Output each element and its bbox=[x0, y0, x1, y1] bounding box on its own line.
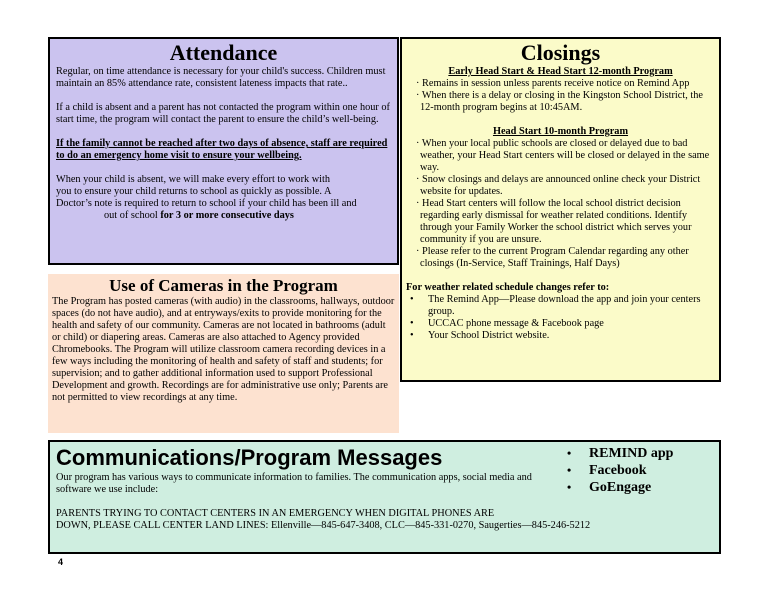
cameras-title: Use of Cameras in the Program bbox=[109, 276, 338, 295]
ten-month-heading: Head Start 10-month Program bbox=[492, 126, 629, 137]
cameras-body: The Program has posted cameras (with audio) in the classrooms, hallways, outdoor spaces (do not have audio), and at entryways/exits to provide monitoring for the health and safety of our community. Cameras are not located in bathrooms (adult or child) or diapering areas. Cameras are also attached to Agency provided Chromebooks. The Program will utilize classroom camera recording devices in a few ways including the monitoring of health and safety of staff and students; for supervision; and to gather additional information used to support Professional Development and growth. Recordings are for administrative use only; Parents are not permitted to view recordings at any time. bbox=[52, 296, 395, 403]
attendance-paragraph-1: Regular, on time attendance is necessary for your child's success. Children must maintain an 85% attendance rate, consistent lateness impacts that rate.. bbox=[56, 66, 386, 89]
early-item-remind: · Remains in session unless parents receive notice on Remind App bbox=[416, 78, 690, 89]
ten-item-public-schools: · When your local public schools are closed or delayed due to bad weather, your Head Start centers will be closed or delayed in the same way. bbox=[416, 138, 710, 173]
attendance-title: Attendance bbox=[169, 40, 278, 65]
app-facebook: • Facebook bbox=[567, 462, 673, 479]
early-item-kingston: · When there is a delay or closing in the Kingston School District, the 12-month program begins at 10:45AM. bbox=[416, 90, 703, 113]
weather-list bbox=[406, 294, 715, 342]
communications-intro: Our program has various ways to communicate information to families. The communication apps, social media and software we use include: bbox=[56, 472, 532, 495]
communications-title: Communications/Program Messages bbox=[56, 445, 443, 470]
ten-item-snow-closings: · Snow closings and delays are announced online check your District website for updates. bbox=[416, 174, 701, 197]
ten-item-early-dismissal: · Head Start centers will follow the local school district decision regarding early dismissal for weather related conditions. Identify through your Family Worker the school district which serves your community if you are unsure. bbox=[416, 198, 692, 245]
attendance-paragraph-4-line-3: Doctor’s note is required to return to school if your child has been ill and bbox=[56, 198, 357, 209]
emergency-contact-line-1: PARENTS TRYING TO CONTACT CENTERS IN AN EMERGENCY WHEN DIGITAL PHONES ARE bbox=[56, 508, 495, 519]
consecutive-days-text: for 3 or more consecutive days bbox=[160, 210, 294, 221]
weather-item-uccac: • UCCAC phone message & Facebook page bbox=[406, 318, 715, 330]
attendance-paragraph-2: If a child is absent and a parent has not contacted the program within one hour of start time, the program will contact the parent to ensure the child’s well-being. bbox=[56, 102, 390, 125]
cameras-section bbox=[48, 274, 399, 433]
app-goengage: • GoEngage bbox=[567, 479, 673, 496]
absence-text: out of school bbox=[104, 210, 161, 221]
attendance-paragraph-4-line-1: When your child is absent, we will make every effort to work with bbox=[56, 174, 331, 185]
weather-heading: For weather related schedule changes refer to: bbox=[406, 282, 610, 293]
attendance-paragraph-4-line-4 bbox=[56, 210, 391, 222]
weather-item-remind: • The Remind App—Please download the app and join your centers group. bbox=[406, 294, 715, 318]
page-number: 4 bbox=[58, 557, 64, 567]
emergency-contact-line-2: DOWN, PLEASE CALL CENTER LAND LINES: Ellenville—845-647-3408, CLC—845-331-0270, Saugerties—845-246-5212 bbox=[56, 520, 591, 531]
weather-item-district-website: • Your School District website. bbox=[406, 330, 715, 342]
closings-title: Closings bbox=[520, 40, 601, 65]
communications-section bbox=[48, 440, 721, 554]
communication-apps-list bbox=[567, 445, 673, 496]
closings-section bbox=[400, 37, 721, 382]
ten-item-calendar: · Please refer to the current Program Calendar regarding any other closings (In-Service, Staff Trainings, Half Days) bbox=[416, 246, 689, 269]
attendance-emergency-visit-note: If the family cannot be reached after two days of absence, staff are required to do an emergency home visit to ensure your wellbeing. bbox=[56, 138, 388, 161]
attendance-section bbox=[48, 37, 399, 265]
attendance-paragraph-4-line-2: you to ensure your child returns to school as quickly as possible. A bbox=[56, 186, 332, 197]
early-head-start-heading: Early Head Start & Head Start 12-month Program bbox=[448, 66, 673, 77]
app-remind: • REMIND app bbox=[567, 445, 673, 462]
